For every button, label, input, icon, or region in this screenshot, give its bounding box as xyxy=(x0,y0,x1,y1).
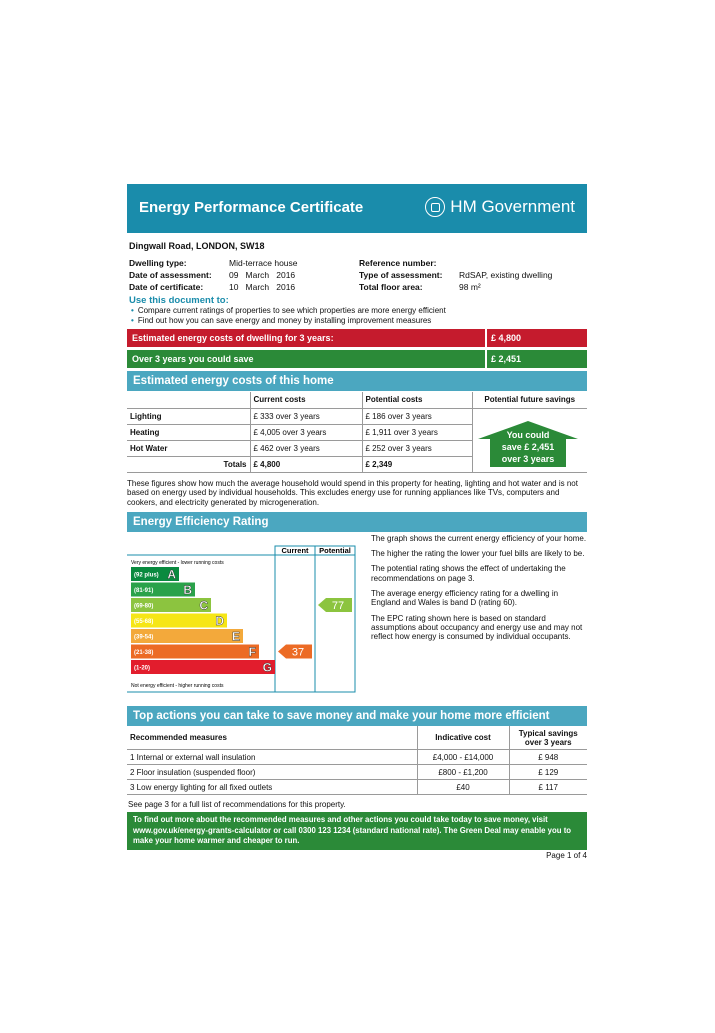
costs-explanation: These figures show how much the average household would spend in this property for heating, lighting and hot water and is not based on energy used by individual households. This excludes energy use for running appliances like TVs, computers and cookers, and electricity generated by microgeneration. xyxy=(127,479,578,507)
saving-cell: £ 117 xyxy=(509,780,587,795)
dwelling-type-value: Mid-terrace house xyxy=(229,258,298,268)
reference-label: Reference number: xyxy=(359,258,437,268)
assessment-type-value: RdSAP, existing dwelling xyxy=(459,270,553,280)
certificate-title: Energy Performance Certificate xyxy=(139,199,364,216)
current-costs-header: Current costs xyxy=(250,392,362,408)
royal-crest-icon xyxy=(425,197,445,217)
band-letter: A xyxy=(167,567,176,582)
saving-cell: £ 129 xyxy=(509,765,587,780)
costs-section-title: Estimated energy costs of this home xyxy=(127,371,587,391)
potential-rating-arrow-value: 77 xyxy=(331,599,345,612)
assessment-type-label: Type of assessment: xyxy=(359,270,443,280)
inefficient-note: Not energy efficient - higher running costs xyxy=(131,682,224,689)
measure-cell: 3 Low energy lighting for all fixed outlets xyxy=(127,780,417,795)
current-rating-arrow-value: 37 xyxy=(291,646,305,659)
use-bullet: • Find out how you can save energy and money by installing improvement measures xyxy=(131,316,432,325)
savings-arrow-line: save £ 2,451 xyxy=(501,442,555,452)
measure-cell: 1 Internal or external wall insulation xyxy=(127,750,417,765)
table-row xyxy=(127,765,587,780)
saving-cell: £ 948 xyxy=(509,750,587,765)
current-cost-cell: £ 462 over 3 years xyxy=(250,440,362,456)
estimated-cost-label: Estimated energy costs of dwelling for 3 years: xyxy=(132,333,334,343)
band-letter: B xyxy=(183,582,192,597)
potential-cost-cell: £ 252 over 3 years xyxy=(362,440,472,456)
actions-section-title: Top actions you can take to save money and make your home more efficient xyxy=(127,706,587,726)
totals-label: Totals xyxy=(127,456,250,472)
certificate-date-value: 10 March 2016 xyxy=(229,282,296,292)
certificate-header xyxy=(127,184,587,233)
band-letter: G xyxy=(262,660,272,675)
costs-table-area xyxy=(127,392,587,476)
potential-cost-cell: £ 1,911 over 3 years xyxy=(362,424,472,440)
rating-band-g xyxy=(131,660,275,674)
savings-header: Typical savings over 3 years xyxy=(509,726,587,750)
efficient-note: Very energy efficient - lower running costs xyxy=(131,559,224,566)
cost-cell: £40 xyxy=(417,780,509,795)
table-row xyxy=(127,392,587,408)
rating-section-title: Energy Efficiency Rating xyxy=(127,512,587,532)
certificate-date-label: Date of certificate: xyxy=(129,282,204,292)
measure-cell: 2 Floor insulation (suspended floor) xyxy=(127,765,417,780)
floor-area-value: 98 m² xyxy=(459,282,481,292)
band-range-label: (69-80) xyxy=(134,603,154,610)
estimated-cost-bar xyxy=(127,329,587,347)
actions-table xyxy=(127,726,587,796)
rating-paragraph: The EPC rating shown here is based on standard assumptions about occupancy and energy use and may not reflect how energy is consumed by individual occupants. xyxy=(371,613,583,642)
current-cost-cell: £ 333 over 3 years xyxy=(250,408,362,424)
energy-rating-area xyxy=(127,532,587,694)
see-page-note: See page 3 for a full list of recommendations for this property. xyxy=(128,800,346,810)
band-letter: C xyxy=(199,598,208,613)
rating-paragraph: The potential rating shows the effect of undertaking the recommendations on page 3. xyxy=(371,564,566,583)
band-range-label: (1-20) xyxy=(134,665,151,672)
cost-header: Indicative cost xyxy=(417,726,509,750)
rating-paragraph: The graph shows the current energy efficiency of your home. xyxy=(371,533,587,543)
current-cost-cell: £ 4,005 over 3 years xyxy=(250,424,362,440)
band-range-label: (55-68) xyxy=(134,618,154,625)
hm-government-logo xyxy=(425,197,575,217)
total-current-cell: £ 4,800 xyxy=(250,456,362,472)
band-range-label: (81-91) xyxy=(134,587,154,594)
savings-arrow-line: You could xyxy=(506,430,550,440)
table-row xyxy=(127,780,587,795)
property-address: Dingwall Road, LONDON, SW18 xyxy=(129,241,265,251)
band-letter: E xyxy=(231,629,240,644)
cost-cell: £4,000 - £14,000 xyxy=(417,750,509,765)
measures-header: Recommended measures xyxy=(127,726,417,750)
savings-value: £ 2,451 xyxy=(485,350,587,368)
potential-costs-header: Potential costs xyxy=(362,392,472,408)
potential-cost-cell: £ 186 over 3 years xyxy=(362,408,472,424)
current-column-header: Current xyxy=(281,545,309,555)
table-row xyxy=(127,726,587,750)
band-range-label: (21-38) xyxy=(134,649,154,656)
use-bullet: • Compare current ratings of properties to see which properties are more energy efficient xyxy=(131,306,446,315)
band-range-label: (39-54) xyxy=(134,634,154,641)
savings-label: Over 3 years you could save xyxy=(132,354,254,364)
rating-paragraph: The higher the rating the lower your fuel bills are likely to be. xyxy=(371,549,585,559)
band-letter: D xyxy=(215,613,224,628)
energy-rating-chart xyxy=(127,532,359,694)
row-label: Hot Water xyxy=(127,440,250,456)
page-number: Page 1 of 4 xyxy=(546,850,587,860)
future-savings-header: Potential future savings xyxy=(472,392,587,408)
dwelling-type-label: Dwelling type: xyxy=(129,258,187,268)
green-deal-box: To find out more about the recommended measures and other actions you could take today to save money, visit www.gov.uk/energy-grants-calculator or call 0300 123 1234 (standard national rate). The Green Deal may enable you to make your home warmer and cheaper to run. xyxy=(127,812,587,850)
savings-arrow-line: over 3 years xyxy=(501,454,555,464)
table-row xyxy=(127,750,587,765)
savings-arrow-icon xyxy=(478,421,578,467)
band-range-label: (92 plus) xyxy=(134,572,159,579)
assessment-date-label: Date of assessment: xyxy=(129,270,212,280)
property-details xyxy=(127,257,587,293)
hm-government-text: HM Government xyxy=(450,197,575,216)
band-letter: F xyxy=(248,644,256,659)
row-label: Lighting xyxy=(127,408,250,424)
potential-column-header: Potential xyxy=(319,545,351,555)
row-label: Heating xyxy=(127,424,250,440)
assessment-date-value: 09 March 2016 xyxy=(229,270,296,280)
rating-explanation xyxy=(371,534,587,648)
certificate-page xyxy=(127,184,587,860)
use-document-title: Use this document to: xyxy=(129,295,229,306)
total-potential-cell: £ 2,349 xyxy=(362,456,472,472)
estimated-cost-value: £ 4,800 xyxy=(485,329,587,347)
cost-cell: £800 - £1,200 xyxy=(417,765,509,780)
floor-area-label: Total floor area: xyxy=(359,282,423,292)
rating-paragraph: The average energy efficiency rating for a dwelling in England and Wales is band D (rating 60). xyxy=(371,589,559,608)
savings-bar xyxy=(127,350,587,368)
